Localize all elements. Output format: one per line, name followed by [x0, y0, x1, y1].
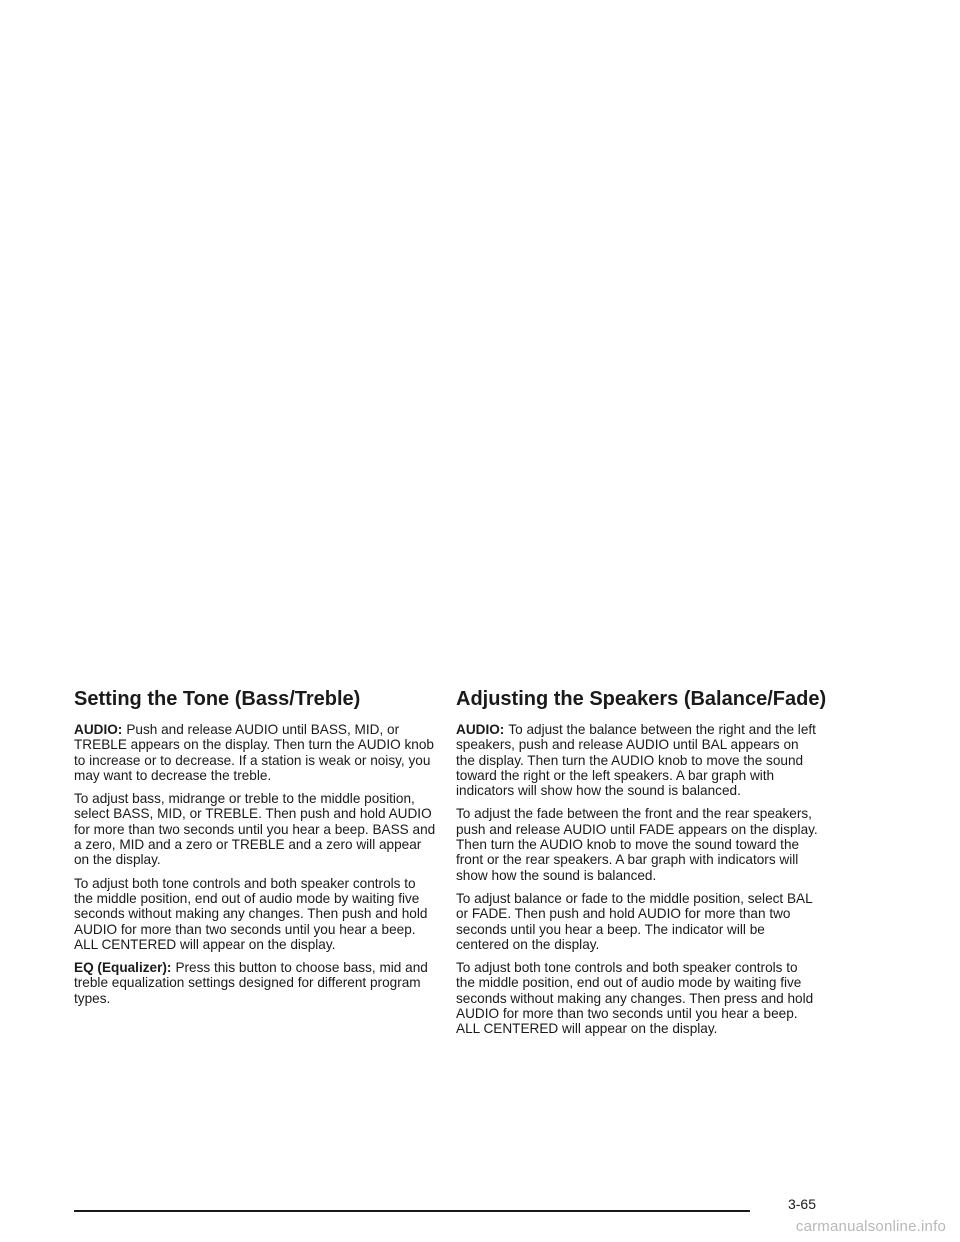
term-audio: AUDIO:: [456, 722, 505, 737]
paragraph-audio-balance: [456, 722, 818, 798]
paragraph-equalizer: [74, 960, 436, 1006]
paragraph-audio-tone-text: Push and release AUDIO until BASS, MID, or TREBLE appears on the display. Then turn the AUDIO knob to increase or to decrease. If a station is weak or noisy, you may want to decrease the treble.: [74, 722, 434, 783]
term-equalizer: EQ (Equalizer):: [74, 960, 172, 976]
paragraph-audio-balance-text: To adjust the balance between the right and the left speakers, push and release AUDIO until BAL appears on the display. Then turn the AUDIO knob to move the sound toward the right or the left speakers. A bar graph with indicators will show how the sound is balanced.: [456, 722, 816, 799]
section-heading-tone: Setting the Tone (Bass/Treble): [74, 688, 361, 710]
paragraph-audio-tone: [74, 722, 436, 783]
paragraph-tone-middle: To adjust bass, midrange or treble to the middle position, select BASS, MID, or TREBLE. Then push and hold AUDIO for more than two seconds until you hear a beep. BASS and a zero, MID and a zero or TREBLE and a zero will appear on the display.: [74, 791, 436, 868]
watermark: carmanualsonline.info: [795, 1218, 946, 1235]
paragraph-equalizer-text: Press this button to choose bass, mid and treble equalization settings designed for different program types.: [74, 960, 428, 1006]
paragraph-fade: To adjust the fade between the front and the rear speakers, push and release AUDIO until FADE appears on the display. Then turn the AUDIO knob to move the sound toward the front or the rear speakers. A bar graph with indicators will show how the sound is balanced.: [456, 806, 818, 883]
left-column: [74, 686, 436, 1014]
term-audio: AUDIO:: [74, 722, 123, 737]
paragraph-all-centered-tone: To adjust both tone controls and both speaker controls to the middle position, end out of audio mode by waiting five seconds without making any changes. Then push and hold AUDIO for more than two seconds until you hear a beep. ALL CENTERED will appear on the display.: [74, 875, 428, 952]
right-column: [456, 686, 827, 1045]
footer-rule: [74, 1210, 750, 1212]
paragraph-all-centered-speakers: To adjust both tone controls and both speaker controls to the middle position, end out of audio mode by waiting five seconds without making any changes. Then press and hold AUDIO for more than two seconds until you hear a beep. ALL CENTERED will appear on the display.: [456, 960, 814, 1037]
paragraph-balance-middle: To adjust balance or fade to the middle position, select BAL or FADE. Then push and hold AUDIO for more than two seconds until you hear a beep. The indicator will be centered on the display.: [456, 890, 813, 952]
section-heading-speakers: Adjusting the Speakers (Balance/Fade): [456, 688, 827, 710]
page-number: 3-65: [787, 1196, 816, 1212]
